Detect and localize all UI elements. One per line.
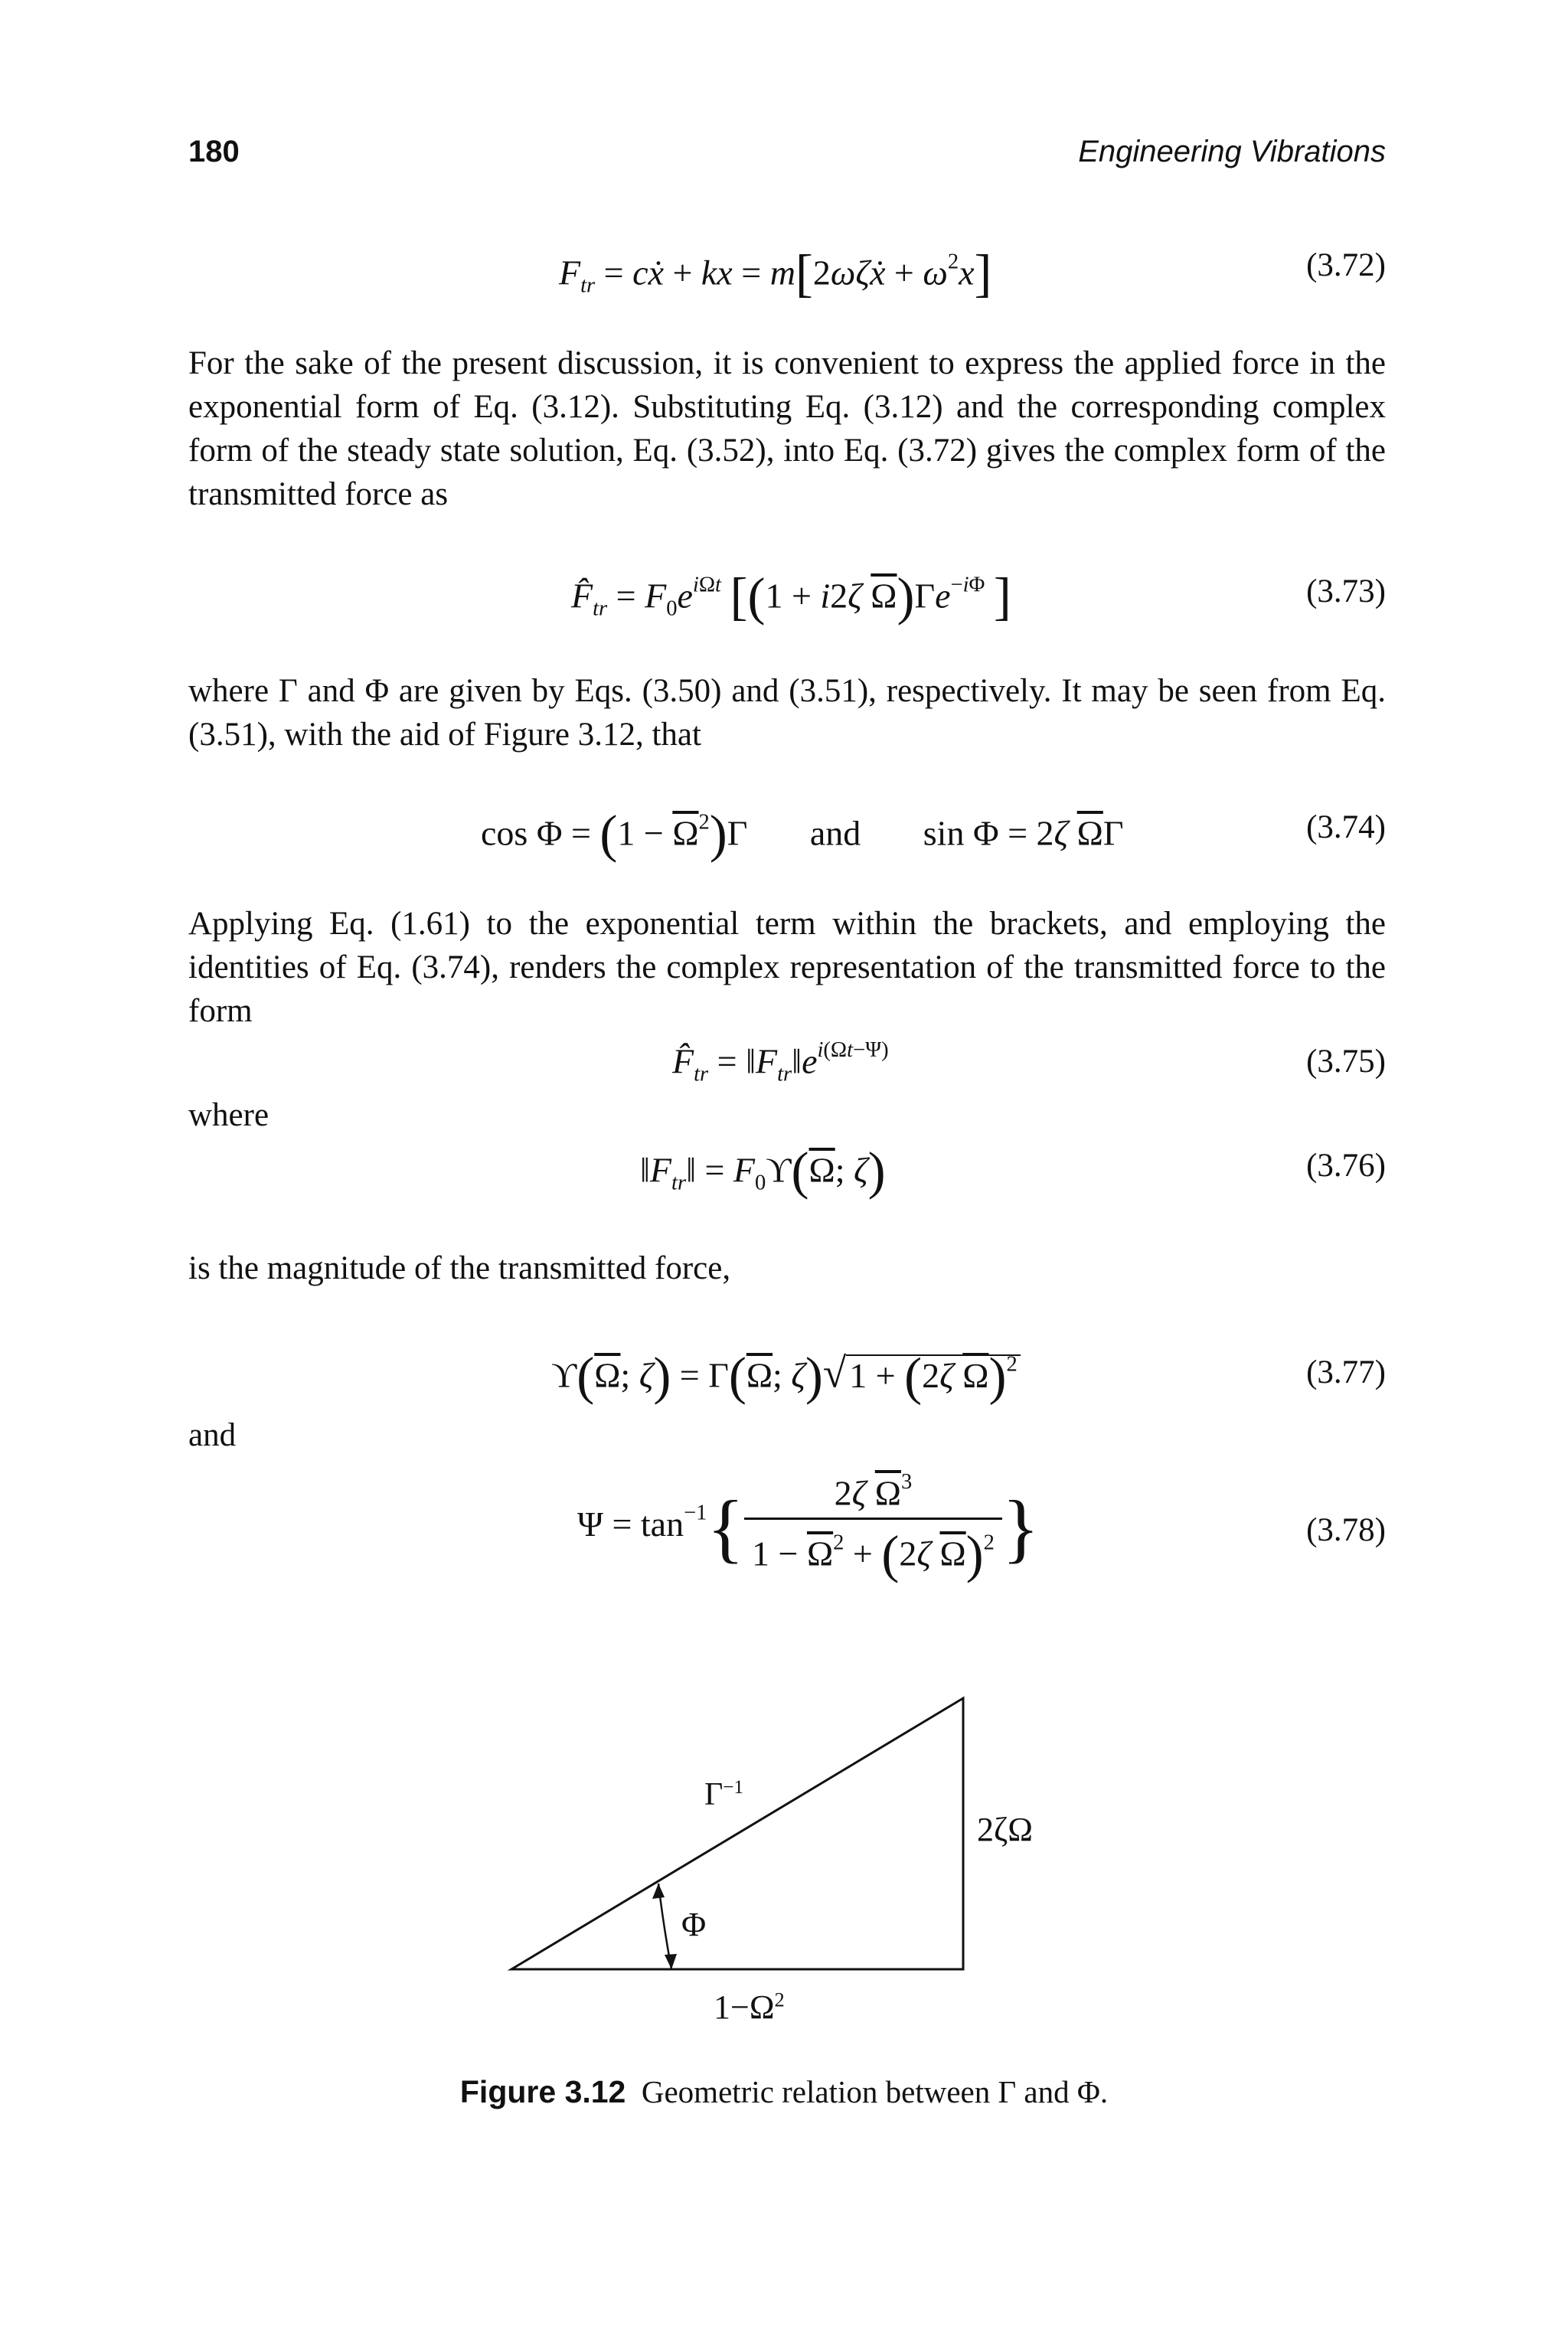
equation-3-74-and: and bbox=[809, 813, 861, 853]
equation-3-76: $‖F_{tr}‖ = F_0ϒ(\overline{\Omega}$; ζ) bbox=[640, 1142, 886, 1200]
figure-label-hypotenuse: $\Gamma^{-1}$ bbox=[704, 1777, 744, 1812]
text-where: where bbox=[188, 1097, 270, 1133]
equation-number-3-75: (3.75) bbox=[1306, 1044, 1386, 1080]
equation-3-75: $F̂_{tr}$ = $‖F_{tr}‖e^{i(\Omega t-\Psi)}$ bbox=[672, 1038, 889, 1086]
figure-caption bbox=[0, 2073, 1568, 2110]
figure-label-angle: Φ bbox=[681, 1906, 707, 1943]
triangle-shape bbox=[511, 1698, 963, 1969]
page-number: 180 bbox=[188, 135, 240, 168]
paragraph-2: where Γ and Φ are given by Eqs. (3.50) and (3.51), respectively. It may be seen from Eq. (3.51), with the aid of Figure 3.12, that bbox=[188, 673, 1386, 753]
paragraph-3: Applying Eq. (1.61) to the exponential term within the brackets, and employing the identities of Eq. (3.74), renders the complex representation of the transmitted force to the form bbox=[188, 906, 1386, 1029]
figure-label-vertical-side: 2ζΩ bbox=[977, 1811, 1033, 1848]
figure-label-base: $1-\Omega^2$ bbox=[714, 1988, 785, 2026]
equation-3-73: $F̂_{tr} = F_0e^{i\Omega t}$ [(1 + i2ζ $\overline{\Omega})\Gamma e^{-i\Phi}$ ] bbox=[571, 567, 1011, 626]
equation-number-3-74: (3.74) bbox=[1306, 809, 1386, 845]
paragraph-1: For the sake of the present discussion, it is convenient to express the applied force in the exponential form of Eq. (3.12). Substituting Eq. (3.12) and the corresponding complex form of the steady state solution, Eq. (3.52), into Eq. (3.72) gives the complex form of the transmitted force as bbox=[188, 345, 1386, 512]
equation-3-72: $F_{tr}$ = cẋ + kx = m[2ωζẋ + $\omega^2x$] bbox=[559, 244, 992, 302]
running-title: Engineering Vibrations bbox=[1078, 135, 1386, 168]
equation-number-3-77: (3.77) bbox=[1306, 1354, 1386, 1390]
text-and: and bbox=[188, 1417, 237, 1453]
angle-arrow-bottom bbox=[665, 1954, 677, 1969]
figure-caption-label: Figure 3.12 bbox=[459, 2074, 626, 2109]
equation-number-3-78: (3.78) bbox=[1306, 1512, 1386, 1548]
equation-3-74: $\cos \Phi = (1 - \overline{\Omega}^2)\Gamma$ and sin Φ = 2ζ $\overline{\Omega}\Gamma$ bbox=[481, 805, 1124, 863]
equation-number-3-76: (3.76) bbox=[1306, 1148, 1386, 1184]
equation-number-3-73: (3.73) bbox=[1306, 573, 1386, 609]
equation-number-3-72: (3.72) bbox=[1306, 247, 1386, 283]
equation-3-77: $ϒ(\overline{\Omega}$; $\zeta) = \Gamma(\overline{\Omega}$; ζ)√1 + (2ζ $\overline{\Omega})^2$ bbox=[551, 1346, 1021, 1407]
figure-caption-text: Geometric relation between Γ and Φ. bbox=[641, 2074, 1109, 2109]
equation-3-78: $\Psi = \tan^{-1}${ $\frac{2\zeta \overline{\Omega}^3}{1 - \overline{\Omega}^2 + (2\zeta \overline{\Omega})^2}$ } bbox=[577, 1470, 1040, 1584]
angle-arrow-top bbox=[652, 1884, 665, 1899]
text-magnitude: is the magnitude of the transmitted force, bbox=[188, 1250, 731, 1286]
